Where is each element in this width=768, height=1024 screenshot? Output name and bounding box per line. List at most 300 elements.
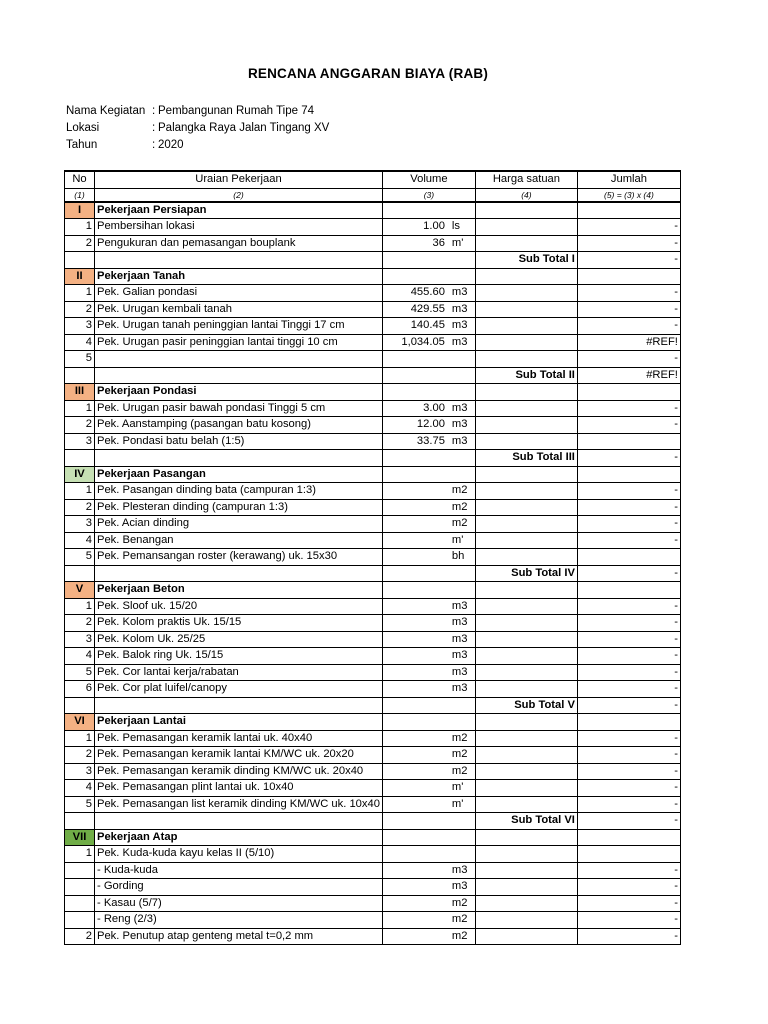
meta-label: Nama Kegiatan bbox=[66, 105, 146, 117]
volume-quantity bbox=[385, 780, 445, 795]
item-volume bbox=[382, 516, 475, 533]
no-cell bbox=[65, 697, 95, 714]
volume-cell bbox=[382, 384, 475, 401]
item-unit-price bbox=[475, 763, 577, 780]
item-number: 4 bbox=[65, 334, 95, 351]
item-row bbox=[65, 681, 681, 698]
item-volume bbox=[382, 895, 475, 912]
item-volume bbox=[382, 351, 475, 368]
volume-quantity bbox=[385, 929, 445, 944]
item-description: - Gording bbox=[95, 879, 383, 896]
item-unit-price bbox=[475, 598, 577, 615]
item-number: 5 bbox=[65, 351, 95, 368]
price-cell bbox=[475, 384, 577, 401]
meta-colon: : bbox=[152, 139, 156, 151]
item-volume bbox=[382, 615, 475, 632]
volume-unit: m' bbox=[451, 533, 464, 546]
volume-quantity bbox=[385, 747, 445, 762]
item-volume bbox=[382, 417, 475, 434]
total-cell bbox=[577, 829, 680, 846]
item-description: Pek. Kolom Uk. 25/25 bbox=[95, 631, 383, 648]
section-number: IV bbox=[65, 466, 95, 483]
subtotal-value: - bbox=[577, 813, 680, 830]
item-row bbox=[65, 895, 681, 912]
item-row bbox=[65, 235, 681, 252]
item-number: 4 bbox=[65, 648, 95, 665]
item-volume bbox=[382, 681, 475, 698]
item-description: Pek. Urugan pasir peninggian lantai tinggi 10 cm bbox=[95, 334, 383, 351]
item-number: 4 bbox=[65, 780, 95, 797]
header-row bbox=[65, 171, 681, 188]
no-cell bbox=[65, 367, 95, 384]
header-uraian: Uraian Pekerjaan bbox=[95, 171, 383, 188]
subtotal-row bbox=[65, 367, 681, 384]
volume-cell bbox=[382, 450, 475, 467]
meta-colon: : bbox=[152, 122, 156, 134]
item-description: - Kasau (5/7) bbox=[95, 895, 383, 912]
total-cell bbox=[577, 202, 680, 219]
item-number: 2 bbox=[65, 615, 95, 632]
item-total: - bbox=[577, 483, 680, 500]
volume-unit: m3 bbox=[451, 880, 468, 893]
volume-quantity bbox=[385, 863, 445, 878]
section-row bbox=[65, 714, 681, 731]
desc-cell bbox=[95, 367, 383, 384]
volume-quantity bbox=[385, 797, 445, 812]
volume-quantity bbox=[385, 483, 445, 498]
item-unit-price bbox=[475, 846, 577, 863]
volume-unit: m2 bbox=[451, 764, 468, 777]
total-cell bbox=[577, 582, 680, 599]
section-title: Pekerjaan Tanah bbox=[95, 268, 383, 285]
item-number: 2 bbox=[65, 301, 95, 318]
volume-quantity bbox=[385, 599, 445, 614]
volume-cell bbox=[382, 466, 475, 483]
meta-row-tahun bbox=[66, 137, 329, 154]
item-total: - bbox=[577, 730, 680, 747]
item-unit-price bbox=[475, 516, 577, 533]
item-volume bbox=[382, 648, 475, 665]
total-cell bbox=[577, 466, 680, 483]
subtotal-value: - bbox=[577, 697, 680, 714]
volume-cell bbox=[382, 202, 475, 219]
no-cell bbox=[65, 813, 95, 830]
item-description: Pek. Pemansangan roster (kerawang) uk. 15x30 bbox=[95, 549, 383, 566]
item-unit-price bbox=[475, 301, 577, 318]
item-volume bbox=[382, 879, 475, 896]
item-description: - Kuda-kuda bbox=[95, 862, 383, 879]
volume-quantity bbox=[385, 516, 445, 531]
item-volume bbox=[382, 912, 475, 929]
item-volume bbox=[382, 862, 475, 879]
item-number bbox=[65, 879, 95, 896]
volume-unit: m' bbox=[451, 797, 464, 810]
item-number: 1 bbox=[65, 285, 95, 302]
volume-quantity: 33.75 bbox=[416, 434, 445, 447]
subheader-jumlah: (5) = (3) x (4) bbox=[577, 188, 680, 202]
price-cell bbox=[475, 466, 577, 483]
item-total: - bbox=[577, 417, 680, 434]
rab-table bbox=[64, 170, 681, 945]
volume-cell bbox=[382, 714, 475, 731]
item-number: 3 bbox=[65, 433, 95, 450]
subtotal-row bbox=[65, 813, 681, 830]
volume-unit: bh bbox=[451, 550, 465, 563]
item-row bbox=[65, 549, 681, 566]
item-unit-price bbox=[475, 549, 577, 566]
item-number: 2 bbox=[65, 928, 95, 945]
volume-quantity: 455.60 bbox=[410, 286, 445, 299]
item-total: #REF! bbox=[577, 334, 680, 351]
no-cell bbox=[65, 252, 95, 269]
item-total: - bbox=[577, 301, 680, 318]
volume-unit: m2 bbox=[451, 896, 468, 909]
item-row bbox=[65, 615, 681, 632]
subheader-harga: (4) bbox=[475, 188, 577, 202]
item-description: Pek. Penutup atap genteng metal t=0,2 mm bbox=[95, 928, 383, 945]
item-row bbox=[65, 862, 681, 879]
header-volume: Volume bbox=[382, 171, 475, 188]
item-row bbox=[65, 532, 681, 549]
item-description: Pek. Sloof uk. 15/20 bbox=[95, 598, 383, 615]
meta-value: Palangka Raya Jalan Tingang XV bbox=[158, 122, 330, 134]
item-row bbox=[65, 219, 681, 236]
meta-colon: : bbox=[152, 105, 156, 117]
item-total: - bbox=[577, 285, 680, 302]
section-number: I bbox=[65, 202, 95, 219]
volume-quantity bbox=[385, 549, 445, 564]
item-row bbox=[65, 417, 681, 434]
item-description: Pek. Kolom praktis Uk. 15/15 bbox=[95, 615, 383, 632]
item-description: Pek. Balok ring Uk. 15/15 bbox=[95, 648, 383, 665]
volume-unit: m3 bbox=[451, 665, 468, 678]
volume-unit: m3 bbox=[451, 319, 468, 332]
volume-unit: m2 bbox=[451, 913, 468, 926]
item-number: 5 bbox=[65, 549, 95, 566]
item-total: - bbox=[577, 631, 680, 648]
volume-unit: m2 bbox=[451, 929, 468, 942]
item-total: - bbox=[577, 681, 680, 698]
project-info bbox=[66, 103, 329, 154]
meta-row-nama-kegiatan bbox=[66, 103, 329, 120]
item-description: - Reng (2/3) bbox=[95, 912, 383, 929]
item-total: - bbox=[577, 648, 680, 665]
item-unit-price bbox=[475, 664, 577, 681]
volume-unit: m3 bbox=[451, 863, 468, 876]
item-volume bbox=[382, 499, 475, 516]
price-cell bbox=[475, 202, 577, 219]
item-row bbox=[65, 351, 681, 368]
volume-cell bbox=[382, 697, 475, 714]
item-description: Pek. Benangan bbox=[95, 532, 383, 549]
subtotal-value: - bbox=[577, 565, 680, 582]
item-number: 2 bbox=[65, 499, 95, 516]
item-unit-price bbox=[475, 400, 577, 417]
desc-cell bbox=[95, 813, 383, 830]
item-total bbox=[577, 846, 680, 863]
volume-quantity: 140.45 bbox=[410, 319, 445, 332]
item-total: - bbox=[577, 862, 680, 879]
item-total: - bbox=[577, 664, 680, 681]
item-description: Pek. Urugan kembali tanah bbox=[95, 301, 383, 318]
item-description: Pek. Cor lantai kerja/rabatan bbox=[95, 664, 383, 681]
item-description: Pek. Pondasi batu belah (1:5) bbox=[95, 433, 383, 450]
volume-unit: m2 bbox=[451, 484, 468, 497]
item-total: - bbox=[577, 351, 680, 368]
volume-quantity: 36 bbox=[432, 236, 445, 249]
item-row bbox=[65, 664, 681, 681]
item-total: - bbox=[577, 598, 680, 615]
volume-unit: m3 bbox=[451, 599, 468, 612]
item-number bbox=[65, 862, 95, 879]
item-description: Pek. Pemasangan plint lantai uk. 10x40 bbox=[95, 780, 383, 797]
price-cell bbox=[475, 582, 577, 599]
price-cell bbox=[475, 829, 577, 846]
desc-cell bbox=[95, 565, 383, 582]
section-row bbox=[65, 384, 681, 401]
section-row bbox=[65, 466, 681, 483]
item-row bbox=[65, 648, 681, 665]
item-row bbox=[65, 912, 681, 929]
item-description: Pengukuran dan pemasangan bouplank bbox=[95, 235, 383, 252]
item-total: - bbox=[577, 796, 680, 813]
item-unit-price bbox=[475, 499, 577, 516]
item-unit-price bbox=[475, 615, 577, 632]
volume-unit: m' bbox=[451, 781, 464, 794]
section-title: Pekerjaan Beton bbox=[95, 582, 383, 599]
volume-cell bbox=[382, 582, 475, 599]
item-volume bbox=[382, 928, 475, 945]
item-volume bbox=[382, 334, 475, 351]
item-row bbox=[65, 499, 681, 516]
section-number: V bbox=[65, 582, 95, 599]
item-total: - bbox=[577, 763, 680, 780]
section-row bbox=[65, 268, 681, 285]
total-cell bbox=[577, 714, 680, 731]
item-row bbox=[65, 285, 681, 302]
item-unit-price bbox=[475, 648, 577, 665]
item-unit-price bbox=[475, 862, 577, 879]
item-row bbox=[65, 796, 681, 813]
subheader-volume: (3) bbox=[382, 188, 475, 202]
subheader-uraian: (2) bbox=[95, 188, 383, 202]
subtotal-label: Sub Total VI bbox=[475, 813, 577, 830]
volume-quantity bbox=[385, 879, 445, 894]
volume-unit: m2 bbox=[451, 748, 468, 761]
item-volume bbox=[382, 318, 475, 335]
item-unit-price bbox=[475, 895, 577, 912]
volume-cell bbox=[382, 565, 475, 582]
volume-unit: m3 bbox=[451, 649, 468, 662]
item-row bbox=[65, 483, 681, 500]
volume-quantity: 3.00 bbox=[423, 401, 445, 414]
volume-cell bbox=[382, 268, 475, 285]
section-number: III bbox=[65, 384, 95, 401]
item-description: Pek. Kuda-kuda kayu kelas II (5/10) bbox=[95, 846, 383, 863]
item-unit-price bbox=[475, 796, 577, 813]
item-total: - bbox=[577, 928, 680, 945]
volume-quantity bbox=[385, 764, 445, 779]
item-volume bbox=[382, 796, 475, 813]
section-number: II bbox=[65, 268, 95, 285]
total-cell bbox=[577, 268, 680, 285]
item-total: - bbox=[577, 219, 680, 236]
item-volume bbox=[382, 780, 475, 797]
item-unit-price bbox=[475, 730, 577, 747]
item-row bbox=[65, 747, 681, 764]
volume-quantity: 429.55 bbox=[410, 302, 445, 315]
item-row bbox=[65, 301, 681, 318]
item-unit-price bbox=[475, 351, 577, 368]
volume-cell bbox=[382, 829, 475, 846]
item-volume bbox=[382, 763, 475, 780]
section-row bbox=[65, 829, 681, 846]
volume-quantity bbox=[385, 533, 445, 548]
section-title: Pekerjaan Atap bbox=[95, 829, 383, 846]
subtotal-label: Sub Total I bbox=[475, 252, 577, 269]
item-total bbox=[577, 549, 680, 566]
item-number: 6 bbox=[65, 681, 95, 698]
item-number: 3 bbox=[65, 318, 95, 335]
item-number: 2 bbox=[65, 235, 95, 252]
desc-cell bbox=[95, 450, 383, 467]
subtotal-row bbox=[65, 697, 681, 714]
subtotal-value: #REF! bbox=[577, 367, 680, 384]
item-volume bbox=[382, 549, 475, 566]
volume-unit: m3 bbox=[451, 302, 468, 315]
section-number: VII bbox=[65, 829, 95, 846]
item-total: - bbox=[577, 895, 680, 912]
item-number: 1 bbox=[65, 483, 95, 500]
volume-quantity bbox=[385, 731, 445, 746]
item-number: 5 bbox=[65, 796, 95, 813]
meta-row-lokasi bbox=[66, 120, 329, 137]
price-cell bbox=[475, 714, 577, 731]
item-unit-price bbox=[475, 747, 577, 764]
no-cell bbox=[65, 565, 95, 582]
item-volume bbox=[382, 664, 475, 681]
volume-quantity bbox=[385, 912, 445, 927]
item-unit-price bbox=[475, 879, 577, 896]
subtotal-row bbox=[65, 450, 681, 467]
volume-unit: m3 bbox=[451, 632, 468, 645]
item-description: Pembersihan lokasi bbox=[95, 219, 383, 236]
item-volume bbox=[382, 532, 475, 549]
item-unit-price bbox=[475, 235, 577, 252]
subtotal-label: Sub Total III bbox=[475, 450, 577, 467]
item-volume bbox=[382, 846, 475, 863]
item-unit-price bbox=[475, 681, 577, 698]
item-description: Pek. Pemasangan keramik dinding KM/WC uk. 20x40 bbox=[95, 763, 383, 780]
item-number: 1 bbox=[65, 730, 95, 747]
item-row bbox=[65, 879, 681, 896]
item-volume bbox=[382, 483, 475, 500]
volume-cell bbox=[382, 813, 475, 830]
item-volume bbox=[382, 301, 475, 318]
volume-quantity bbox=[385, 632, 445, 647]
item-volume bbox=[382, 400, 475, 417]
header-no: No bbox=[65, 171, 95, 188]
header-harga: Harga satuan bbox=[475, 171, 577, 188]
volume-unit: m2 bbox=[451, 500, 468, 513]
subtotal-value: - bbox=[577, 450, 680, 467]
volume-cell bbox=[382, 252, 475, 269]
section-title: Pekerjaan Lantai bbox=[95, 714, 383, 731]
subtotal-value: - bbox=[577, 252, 680, 269]
item-row bbox=[65, 516, 681, 533]
desc-cell bbox=[95, 252, 383, 269]
item-description: Pek. Pemasangan list keramik dinding KM/WC uk. 10x40 bbox=[95, 796, 383, 813]
item-description: Pek. Pasangan dinding bata (campuran 1:3) bbox=[95, 483, 383, 500]
item-unit-price bbox=[475, 285, 577, 302]
item-number: 3 bbox=[65, 516, 95, 533]
item-unit-price bbox=[475, 532, 577, 549]
volume-unit: m3 bbox=[451, 434, 468, 447]
item-number bbox=[65, 912, 95, 929]
no-cell bbox=[65, 450, 95, 467]
volume-quantity bbox=[385, 681, 445, 696]
item-total: - bbox=[577, 532, 680, 549]
volume-unit: m2 bbox=[451, 731, 468, 744]
item-unit-price bbox=[475, 433, 577, 450]
subheader-row bbox=[65, 188, 681, 202]
volume-unit: m2 bbox=[451, 517, 468, 530]
meta-label: Lokasi bbox=[66, 122, 100, 134]
document-title: RENCANA ANGGARAN BIAYA (RAB) bbox=[247, 66, 489, 81]
item-number: 3 bbox=[65, 631, 95, 648]
header-jumlah: Jumlah bbox=[577, 171, 680, 188]
item-number: 1 bbox=[65, 400, 95, 417]
item-total: - bbox=[577, 235, 680, 252]
item-description: Pek. Urugan pasir bawah pondasi Tinggi 5 cm bbox=[95, 400, 383, 417]
subtotal-row bbox=[65, 565, 681, 582]
item-row bbox=[65, 334, 681, 351]
item-number: 1 bbox=[65, 846, 95, 863]
meta-value: 2020 bbox=[158, 139, 184, 151]
item-unit-price bbox=[475, 318, 577, 335]
item-total: - bbox=[577, 747, 680, 764]
item-volume bbox=[382, 747, 475, 764]
subtotal-row bbox=[65, 252, 681, 269]
volume-unit: m3 bbox=[451, 682, 468, 695]
item-total: - bbox=[577, 615, 680, 632]
item-volume bbox=[382, 730, 475, 747]
section-title: Pekerjaan Persiapan bbox=[95, 202, 383, 219]
volume-unit: m3 bbox=[451, 286, 468, 299]
item-volume bbox=[382, 219, 475, 236]
item-description: Pek. Aanstamping (pasangan batu kosong) bbox=[95, 417, 383, 434]
item-row bbox=[65, 631, 681, 648]
item-number: 5 bbox=[65, 664, 95, 681]
rab-table-body bbox=[65, 171, 681, 945]
item-description: Pek. Galian pondasi bbox=[95, 285, 383, 302]
item-unit-price bbox=[475, 417, 577, 434]
subtotal-label: Sub Total IV bbox=[475, 565, 577, 582]
subheader-no: (1) bbox=[65, 188, 95, 202]
item-row bbox=[65, 763, 681, 780]
item-description bbox=[95, 351, 383, 368]
section-row bbox=[65, 202, 681, 219]
item-description: Pek. Urugan tanah peninggian lantai Tinggi 17 cm bbox=[95, 318, 383, 335]
item-row bbox=[65, 780, 681, 797]
price-cell bbox=[475, 268, 577, 285]
volume-quantity: 12.00 bbox=[416, 418, 445, 431]
item-unit-price bbox=[475, 780, 577, 797]
volume-unit: ls bbox=[451, 220, 461, 233]
item-number bbox=[65, 895, 95, 912]
item-unit-price bbox=[475, 631, 577, 648]
item-volume bbox=[382, 433, 475, 450]
